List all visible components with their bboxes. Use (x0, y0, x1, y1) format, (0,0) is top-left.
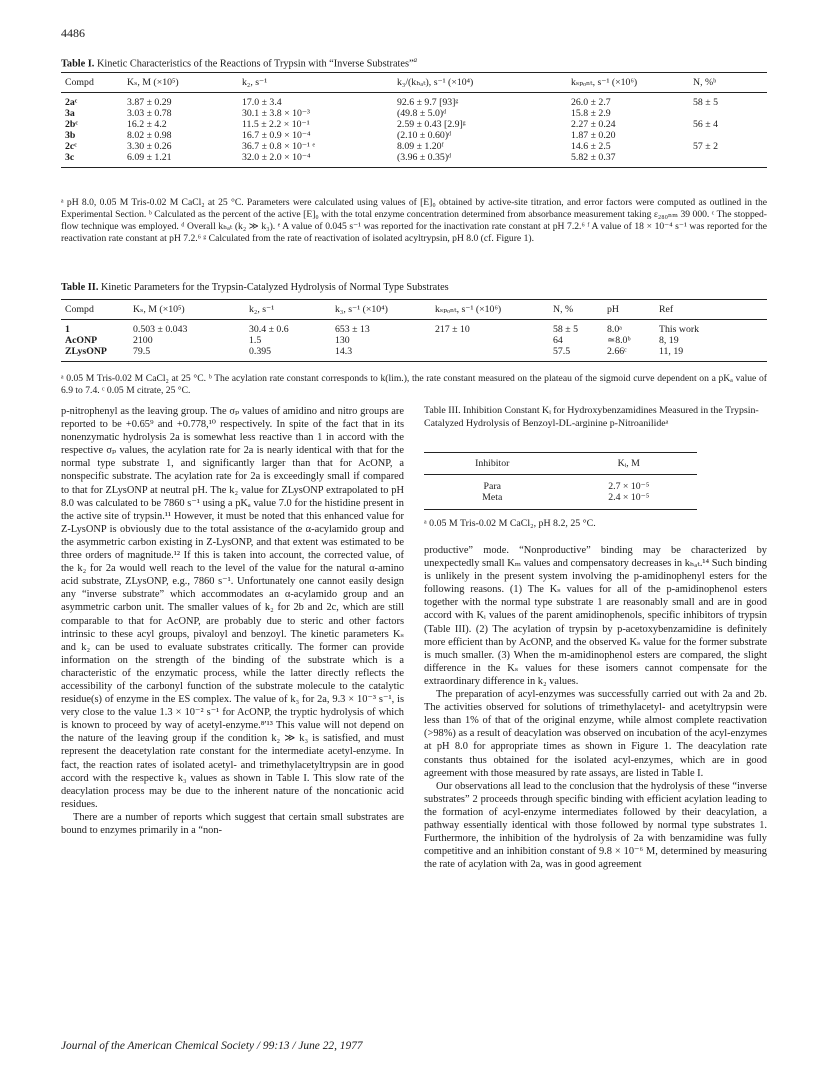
table1-header-cell: N, %ᵇ (693, 77, 717, 88)
table2-label: Table II. (61, 282, 99, 293)
table2-row (61, 320, 767, 336)
table1-cell: 17.0 ± 3.4 (242, 97, 282, 108)
paragraph: There are a number of reports which suggest that certain small substrates are bound to enzymes primarily in a “non- (61, 811, 404, 836)
table3-header-row (424, 453, 697, 475)
table2-cell: This work (659, 324, 700, 335)
table1-cell: 56 ± 4 (693, 119, 718, 130)
journal-footer: Journal of the American Chemical Society / 99:13 / June 22, 1977 (61, 1040, 363, 1052)
table2-cell (431, 346, 549, 362)
table2-cell: 11, 19 (659, 346, 684, 357)
table2-cell: 79.5 (133, 346, 151, 357)
table1-cell: (2.10 ± 0.60)ᵈ (397, 130, 452, 141)
table1-cell: 2aᶜ (65, 97, 78, 108)
table1-header-cell: Kₛ, M (×10⁵) (127, 77, 179, 88)
table2-header-cell: Compd (65, 304, 94, 315)
table1-cell: 2.27 ± 0.24 (571, 119, 616, 130)
table2-cell (431, 335, 549, 346)
table1-cell: 8.02 ± 0.98 (127, 130, 172, 141)
table2-body (61, 320, 767, 362)
table1-header-cell: k₂, s⁻¹ (242, 77, 268, 88)
table1-cell: 8.09 ± 1.20ᶠ (397, 141, 444, 152)
table2-cell: 217 ± 10 (435, 324, 470, 335)
table1 (61, 72, 767, 168)
table1-cell: 3a (65, 108, 75, 119)
table1-cell: 30.1 ± 3.8 × 10⁻³ (242, 108, 310, 119)
table1-cell: 36.7 ± 0.8 × 10⁻¹ ᵉ (242, 141, 315, 152)
table1-cell: 2bᶜ (65, 119, 78, 130)
table3-cell: Para (483, 481, 501, 492)
table1-cell: 6.09 ± 1.21 (127, 152, 172, 163)
table2-header-cell: Ref (659, 304, 674, 315)
table2-header-cell: k₂, s⁻¹ (249, 304, 275, 315)
table1-header-cell: k₃/(kₕₐₜ), s⁻¹ (×10⁴) (397, 77, 474, 88)
table2-cell: 0.503 ± 0.043 (133, 324, 188, 335)
table1-cell (689, 108, 767, 119)
table1-row (61, 152, 767, 168)
table1-cell: 57 ± 2 (693, 141, 718, 152)
table2-header-row (61, 300, 767, 320)
table1-cell: (49.8 ± 5.0)ᵈ (397, 108, 447, 119)
table1-body (61, 93, 767, 168)
table1-cell: 5.82 ± 0.37 (571, 152, 616, 163)
table1-cell: 26.0 ± 2.7 (571, 97, 611, 108)
table1-cell: 3.30 ± 0.26 (127, 141, 172, 152)
table3-body (424, 475, 697, 510)
table1-title: Kinetic Characteristics of the Reactions of Trypsin with “Inverse Substrates” (96, 58, 414, 70)
table1-cell: 1.87 ± 0.20 (571, 130, 616, 141)
table1-row (61, 108, 767, 119)
table2-cell: AcONP (65, 335, 98, 346)
table1-cell: 14.6 ± 2.5 (571, 141, 611, 152)
table2-cell: 2100 (133, 335, 153, 346)
table1-cell: 92.6 ± 9.7 [93]ᵍ (397, 97, 459, 108)
table1-cell: 2cᶜ (65, 141, 77, 152)
table2-cell: 14.3 (335, 346, 353, 357)
table2-title: Kinetic Parameters for the Trypsin-Catalyzed Hydrolysis of Normal Type Substrates (100, 282, 449, 293)
table2-cell: 8, 19 (659, 335, 679, 346)
table1-footnote: ᵃ pH 8.0, 0.05 M Tris-0.02 M CaCl₂ at 25 °C. Parameters were calculated using values of [E]₀ obtained by active-site titration, and error factors were computed as outlined in the Experimental Section. ᵇ Calculated as the percent of the active [E]₀ with the total enzyme concentration determined from absorbance measurement taking ε₂₈₀ₙₘ 39 000. ᶜ The stopped-flow technique was employed. ᵈ Overall kₕₐₜ (k₂ ≫ k₃). ᵉ A value of 0.045 s⁻¹ was reported for the inactivation rate constant at pH 7.2.⁶ ᶠ A value of 18 × 10⁻⁴ s⁻¹ was reported for the reactivation rate constant at pH 7.2.⁶ ᵍ Calculated from the rate of reactivation of isolated acyltrypsin, pH 8.0 (cf. Figure 1). (61, 197, 767, 244)
table3-cell: 2.4 × 10⁻⁵ (608, 492, 650, 503)
table2-cell: 1 (65, 324, 70, 335)
paragraph: p-nitrophenyl as the leaving group. The σₚ values of amidino and nitro groups are reported to be +0.65⁹ and +0.778,¹⁰ respectively. In spite of the fact that in its nonenzymatic hydrolysis 2a is somewhat less reactive than 1 in accord with the respective σₚ values, the acylation rate for 2a is nearly identical with that for the normal type substrate 1, and significantly larger than that for AcONP, a nonspecific substrate. The acylation rate for 2a is exceedingly small if compared to that for ZLysONP at neutral pH. The k₂ value for ZLysONP extrapolated to pH 8.0 was calculated to be 7860 s⁻¹ using a pKₐ value 7.0 for the histidine present in the active site of trypsin.¹¹ However, it must be noted that this enhanced value for Z-LysONP is obviously due to the total assistance of the α-acylamido group and the asymmetric carbon existing in Z-LysONP, and that extent was estimated to be three orders of magnitude.¹² If this is taken into account, the corrected value, of the k₂ for 2a would well reach to the level of the value for the natural α-amino acid substrate, ZLysONP, e.g., 7860 s⁻¹. Unfortunately one cannot easily design any “inverse substrate” which accommodates an α-acylamido group and an asymmetric carbon unit. The smaller values of k₂ for 2b and 2c, which are still comparable to that for AcONP, are probably due to steric and other factors intrinsic to these acyl groups, pivaloyl and benzoyl. The kinetic parameters Kₛ and k₂ can be used to evaluate substrates critically. The former can provide information on the strength of the binding of the substrate which is a characteristic of the enzymatic process, while the latter directly reflects the accessibility of the carbonyl function of the substrate molecule to the catalytic residue(s) of enzyme in the ES complex. The value of k₃ for 2a, 9.3 × 10⁻³ s⁻¹, is very close to the value 1.3 × 10⁻² s⁻¹ for AcONP, the tryptic hydrolysis of which is known to proceed by way of acetyl-enzyme.⁸ʹ¹³ This value will not depend on the nature of the leaving group if the condition k₂ ≫ k₃ is satisfied, and must represent the deacetylation rate constant for the intermediate acetyl-enzyme. In fact, the reaction rates of isolated acetyl- and trimethylacetyltrypsin are in good accord with the respective k₃ values as shown in Table I. This slow rate of the deacylation process may be due to the inherent nature of the noncationic acid residues. (61, 406, 404, 810)
table2-cell: 64 (553, 335, 563, 346)
table2-header-cell: k₃, s⁻¹ (×10⁴) (335, 304, 388, 315)
table2-footnote: ᵃ 0.05 M Tris-0.02 M CaCl₂ at 25 °C. ᵇ The acylation rate constant corresponds to k(lim.), the rate constant measured on the plateau of the sigmoid curve dependent on a pKₐ value of 6.9 to 7.4. ᶜ 0.05 M citrate, 25 °C. (61, 373, 767, 396)
table2-header-cell: pH (607, 304, 619, 315)
table1-cell: 3.03 ± 0.78 (127, 108, 172, 119)
table2-cell: 57.5 (553, 346, 571, 357)
table2-cell: 8.0ᵃ (607, 324, 622, 335)
table3 (424, 452, 697, 510)
paragraph: Our observations all lead to the conclusion that the hydrolysis of these “inverse substrates” 2 proceeds through specific binding with efficient acylation leading to the formation of acyl-enzyme intermediates followed by their deacylation, a pathway essentially identical with those followed by normal type substrates 1. Furthermore, the inhibition of the hydrolysis of 2a with benzamidine was fully competitive and an inhibition constant of 9.8 × 10⁻⁶ M, determined by measuring the rate of acylation with 2a, was in good agreement (424, 780, 767, 871)
table1-cell: (3.96 ± 0.35)ᵈ (397, 152, 452, 163)
table2-cell: ZLysONP (65, 346, 107, 357)
table1-header-cell: kₛₚₒₙₜ, s⁻¹ (×10⁶) (571, 77, 638, 88)
table1-cell: 15.8 ± 2.9 (571, 108, 611, 119)
table1-cell: 16.2 ± 4.2 (127, 119, 167, 130)
table1-header-row (61, 73, 767, 93)
table1-cell: 11.5 ± 2.2 × 10⁻¹ (242, 119, 310, 130)
table1-cell: 32.0 ± 2.0 × 10⁻⁴ (242, 152, 311, 163)
table2-cell: 0.395 (249, 346, 272, 357)
right-column-text (424, 544, 767, 871)
table3-row (424, 475, 697, 493)
paragraph: The preparation of acyl-enzymes was successfully carried out with 2a and 2b. The activities observed for solutions of trimethylacetyl- and acetyltrypsin were less than 1% of that of the original enzyme, while almost complete reactivation (>98%) as a result of deacylation was observed on incubation of the acyl-enzymes at pH 8.0 for appropriate times as shown in Figure 1. The deacylation rate constants thus obtained for the isolated acyl-enzymes, which are in good agreement with those measured by rate assays, are listed in Table I. (424, 689, 767, 779)
left-column-text (61, 405, 404, 837)
table2-row (61, 335, 767, 346)
table2-row (61, 346, 767, 362)
table3-header-cell: Kᵢ, M (617, 458, 640, 469)
table3-footnote: ᵃ 0.05 M Tris-0.02 M CaCl₂, pH 8.2, 25 °C. (424, 518, 596, 529)
table1-row (61, 119, 767, 130)
table1-caption (61, 54, 417, 70)
table1-header-cell: Compd (65, 77, 94, 88)
table3-header-cell: Inhibitor (475, 458, 510, 469)
page-number: 4486 (61, 26, 85, 40)
table2-caption (61, 281, 449, 294)
table3-cell: Meta (482, 492, 503, 503)
table2-cell: 30.4 ± 0.6 (249, 324, 289, 335)
table1-cell (689, 130, 767, 141)
table2 (61, 299, 767, 362)
table1-cell (689, 152, 767, 168)
table2-header-cell: kₛₚₒₙₜ, s⁻¹ (×10⁶) (435, 304, 502, 315)
table2-cell: 130 (335, 335, 350, 346)
table3-caption: Table III. Inhibition Constant Kᵢ for Hydroxybenzamidines Measured in the Trypsin-Catalyzed Hydrolysis of Benzoyl-DL-arginine p-Nitroanilideᵃ (424, 405, 759, 429)
table1-caption-mark: a (413, 56, 418, 64)
table1-row (61, 93, 767, 109)
table1-row (61, 130, 767, 141)
table1-cell: 3c (65, 152, 75, 163)
table1-row (61, 141, 767, 152)
table2-cell: 653 ± 13 (335, 324, 370, 335)
table2-header-cell: Kₛ, M (×10⁵) (133, 304, 185, 315)
table3-cell: 2.7 × 10⁻⁵ (608, 481, 650, 492)
paragraph: productive” mode. “Nonproductive” binding may be characterized by unexpectedly small Kₘ values and compensatory decreases in kₕₐₜ.¹⁴ Such binding is unlikely in the present system involving the p-amidinophenyl esters for the following reasons. (1) The Kₛ values for all of the p-amidinophenol esters together with the normal type substrate 1 are reasonably small and are in good accord with Kᵢ values of the parent amidinophenols, specific inhibitors of trypsin (Table III). (2) The acylation of trypsin by p-acetoxybenzamidine is definitely more efficient than by AcONP, and the observed Kₛ value for the former substrate is much smaller. (3) When the m-amidinophenol esters are compared, the slight difference in the Kₛ values for these isomers cannot compensate for the extraordinary difference in k₂ values. (424, 545, 767, 687)
table1-cell: 3.87 ± 0.29 (127, 97, 172, 108)
table2-cell: ≃8.0ᵇ (607, 335, 631, 346)
table1-cell: 16.7 ± 0.9 × 10⁻⁴ (242, 130, 311, 141)
table2-cell: 1.5 (249, 335, 262, 346)
table2-cell: 58 ± 5 (553, 324, 578, 335)
table3-row (424, 492, 697, 510)
table2-header-cell: N, % (553, 304, 574, 315)
table1-cell: 3b (65, 130, 76, 141)
table2-cell: 2.66ᶜ (607, 346, 627, 357)
table1-cell: 58 ± 5 (693, 97, 718, 108)
table1-label: Table I. (61, 58, 95, 70)
table1-cell: 2.59 ± 0.43 [2.9]ᵍ (397, 119, 466, 130)
